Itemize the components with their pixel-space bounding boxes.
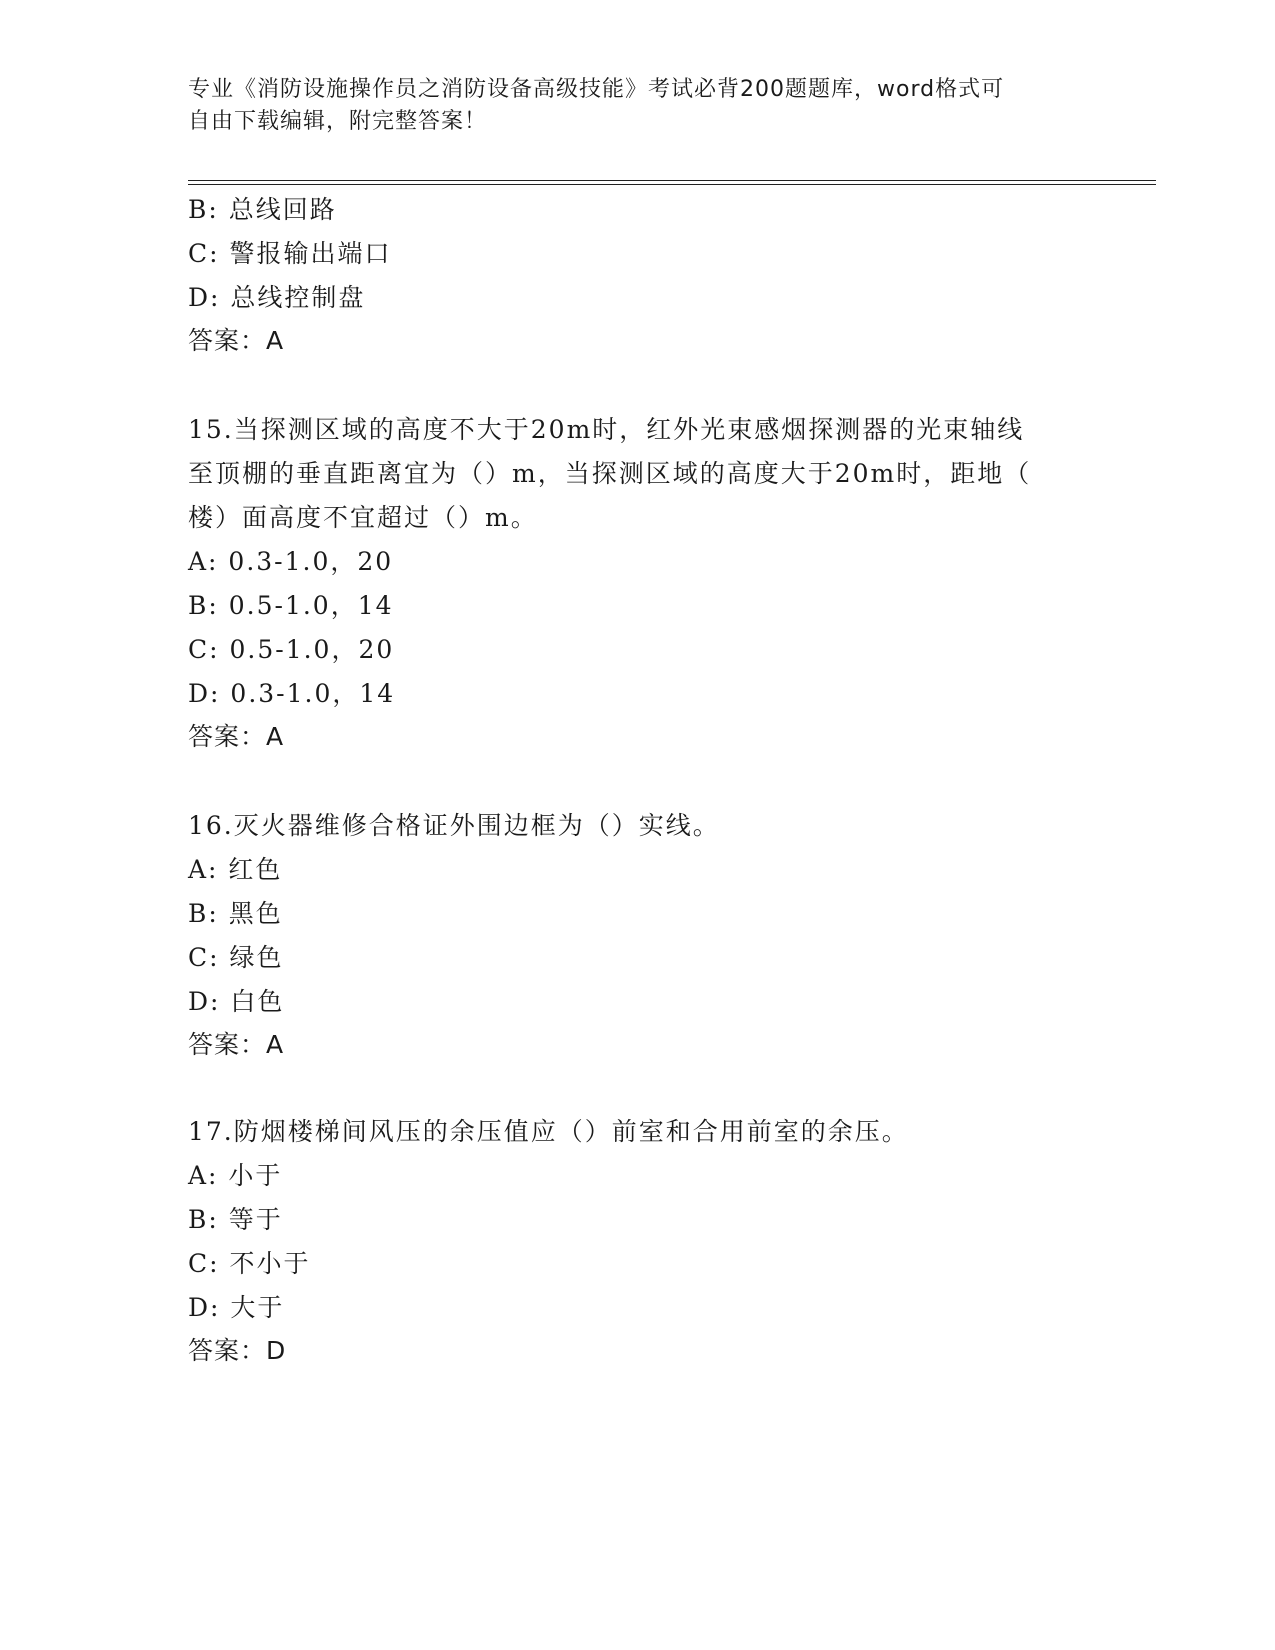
header-title-line-2: 自由下载编辑，附完整答案！ [188,109,488,134]
q16-option-a: A: 红色 [188,855,283,884]
q14-answer: 答案：A [188,326,285,355]
q16-stem: 16.灭火器维修合格证外围边框为（）实线。 [188,811,720,840]
q14-option-d: D: 总线控制盘 [188,283,366,312]
q17-option-a: A: 小于 [188,1161,283,1190]
q17-answer: 答案：D [188,1336,287,1365]
q15-stem-line-3: 楼）面高度不宜超过（）m。 [188,503,538,532]
q17-option-b: B: 等于 [188,1205,283,1234]
q15-answer: 答案：A [188,722,285,751]
header-divider-top [188,180,1156,181]
q15-stem-line-1: 15.当探测区域的高度不大于20m时，红外光束感烟探测器的光束轴线 [188,415,1025,444]
q15-option-a: A: 0.3-1.0，20 [188,547,394,576]
document-header [188,74,1068,138]
q16-option-c: C: 绿色 [188,943,284,972]
q14-option-c: C: 警报输出端口 [188,239,392,268]
header-divider-bottom [188,184,1156,185]
q16-option-d: D: 白色 [188,987,285,1016]
q16-option-b: B: 黑色 [188,899,283,928]
header-title-line-1: 专业《消防设施操作员之消防设备高级技能》考试必背200题题库，word格式可 [188,77,1005,102]
q15-option-c: C: 0.5-1.0，20 [188,635,395,664]
q17-option-d: D: 大于 [188,1293,285,1322]
q15-stem-line-2: 至顶棚的垂直距离宜为（）m，当探测区域的高度大于20m时，距地（ [188,459,1032,488]
q15-option-b: B: 0.5-1.0，14 [188,591,394,620]
q16-answer: 答案：A [188,1030,285,1059]
q15-option-d: D: 0.3-1.0，14 [188,679,396,708]
q14-option-b: B: 总线回路 [188,195,337,224]
q17-stem: 17.防烟楼梯间风压的余压值应（）前室和合用前室的余压。 [188,1117,909,1146]
q17-option-c: C: 不小于 [188,1249,311,1278]
